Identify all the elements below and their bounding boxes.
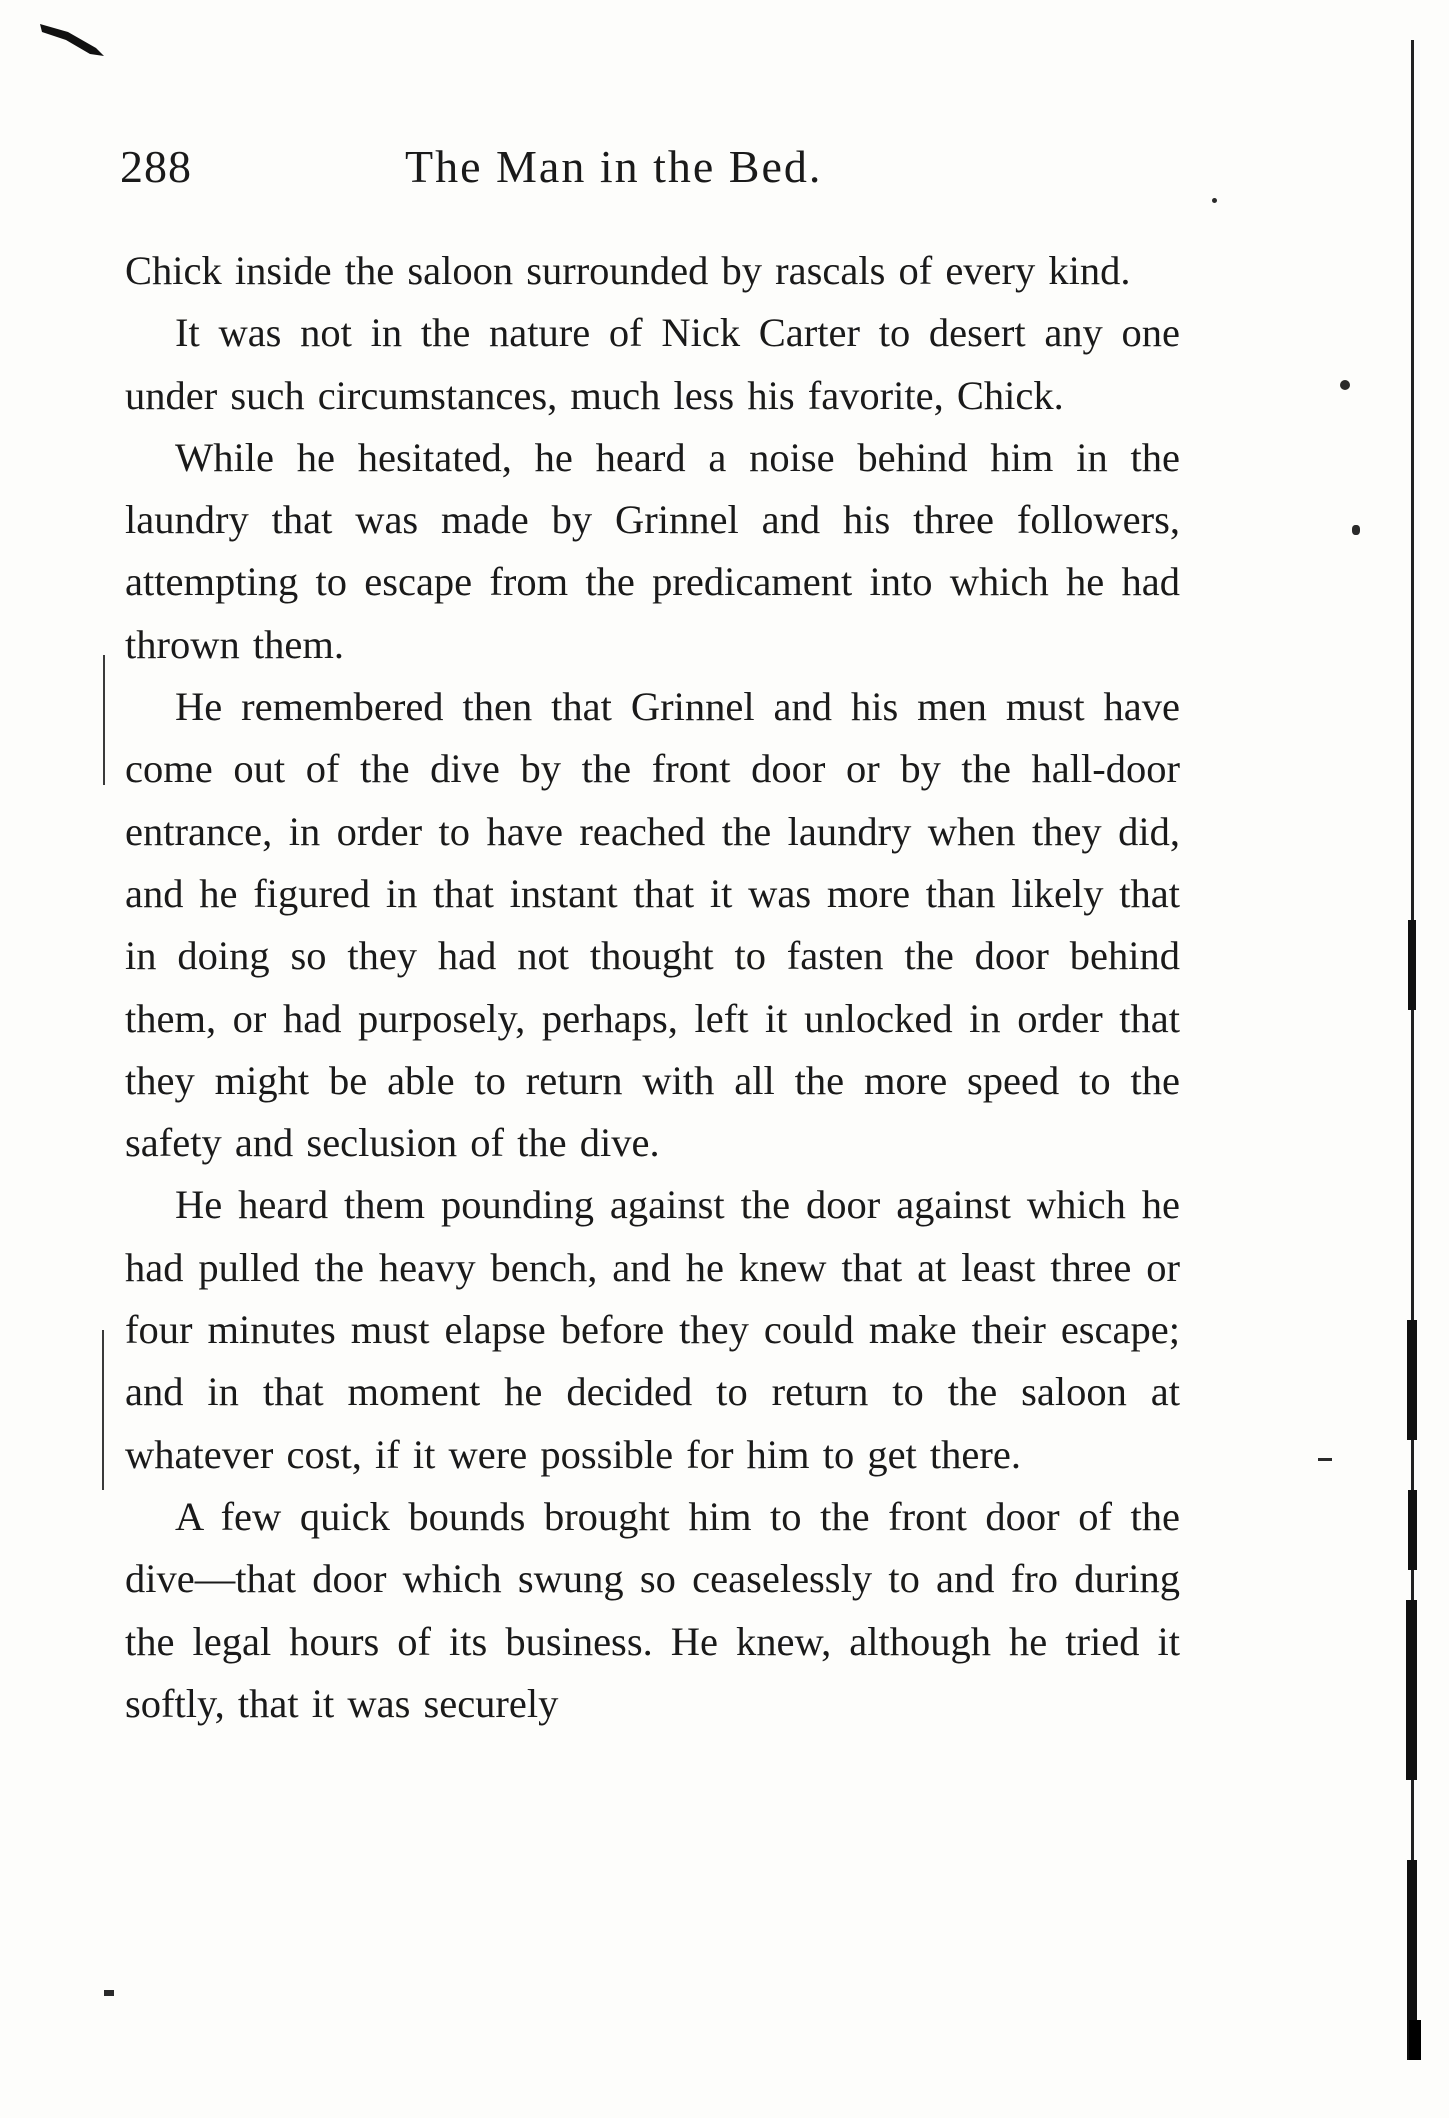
paragraph: While he hesitated, he heard a noise behind him in the laundry that was made by Grinnel and his three followers, attempting to escape from the predicament into which he had thrown them. (125, 434, 1180, 667)
page-header (120, 140, 1180, 210)
page-number: 288 (120, 141, 192, 192)
stray-ink-mark (1318, 1458, 1332, 1461)
paragraph: Chick inside the saloon surrounded by rascals of every kind. (125, 248, 1131, 293)
paragraph: It was not in the nature of Nick Carter to desert any one under such circumstances, much less his favorite, Chick. (125, 310, 1180, 418)
running-title: The Man in the Bed. (405, 141, 823, 192)
corner-ink-mark (38, 18, 108, 58)
stray-ink-mark (1352, 525, 1360, 535)
paragraph: He heard them pounding against the door against which he had pulled the heavy bench, and he knew that at least three or four minutes must elapse before they could make their escape; and in that moment he decided to return to the saloon at whatever cost, if it were possible for him to get there. (125, 1182, 1180, 1477)
left-margin-line-1 (103, 655, 105, 785)
binding-edge-shadow (1403, 40, 1421, 2060)
left-margin-line-2 (102, 1330, 104, 1490)
stray-ink-mark (1212, 198, 1217, 203)
body-text (125, 240, 1180, 1735)
paragraph: A few quick bounds brought him to the front door of the dive—that door which swung so ceaselessly to and fro during the legal hours of its business. He knew, although he tried it softly, that it was securely (125, 1493, 1180, 1726)
stray-ink-mark (104, 1990, 114, 1996)
stray-ink-mark (1340, 380, 1350, 390)
paragraph: He remembered then that Grinnel and his men must have come out of the dive by the front door or by the hall-door entrance, in order to have reached the laundry when they did, and he figured in that instant that it was more than likely that in doing so they had not thought to fasten the door behind them, or had purposely, perhaps, left it unlocked in order that they might be able to return with all the more speed to the safety and seclusion of the dive. (125, 684, 1180, 1166)
